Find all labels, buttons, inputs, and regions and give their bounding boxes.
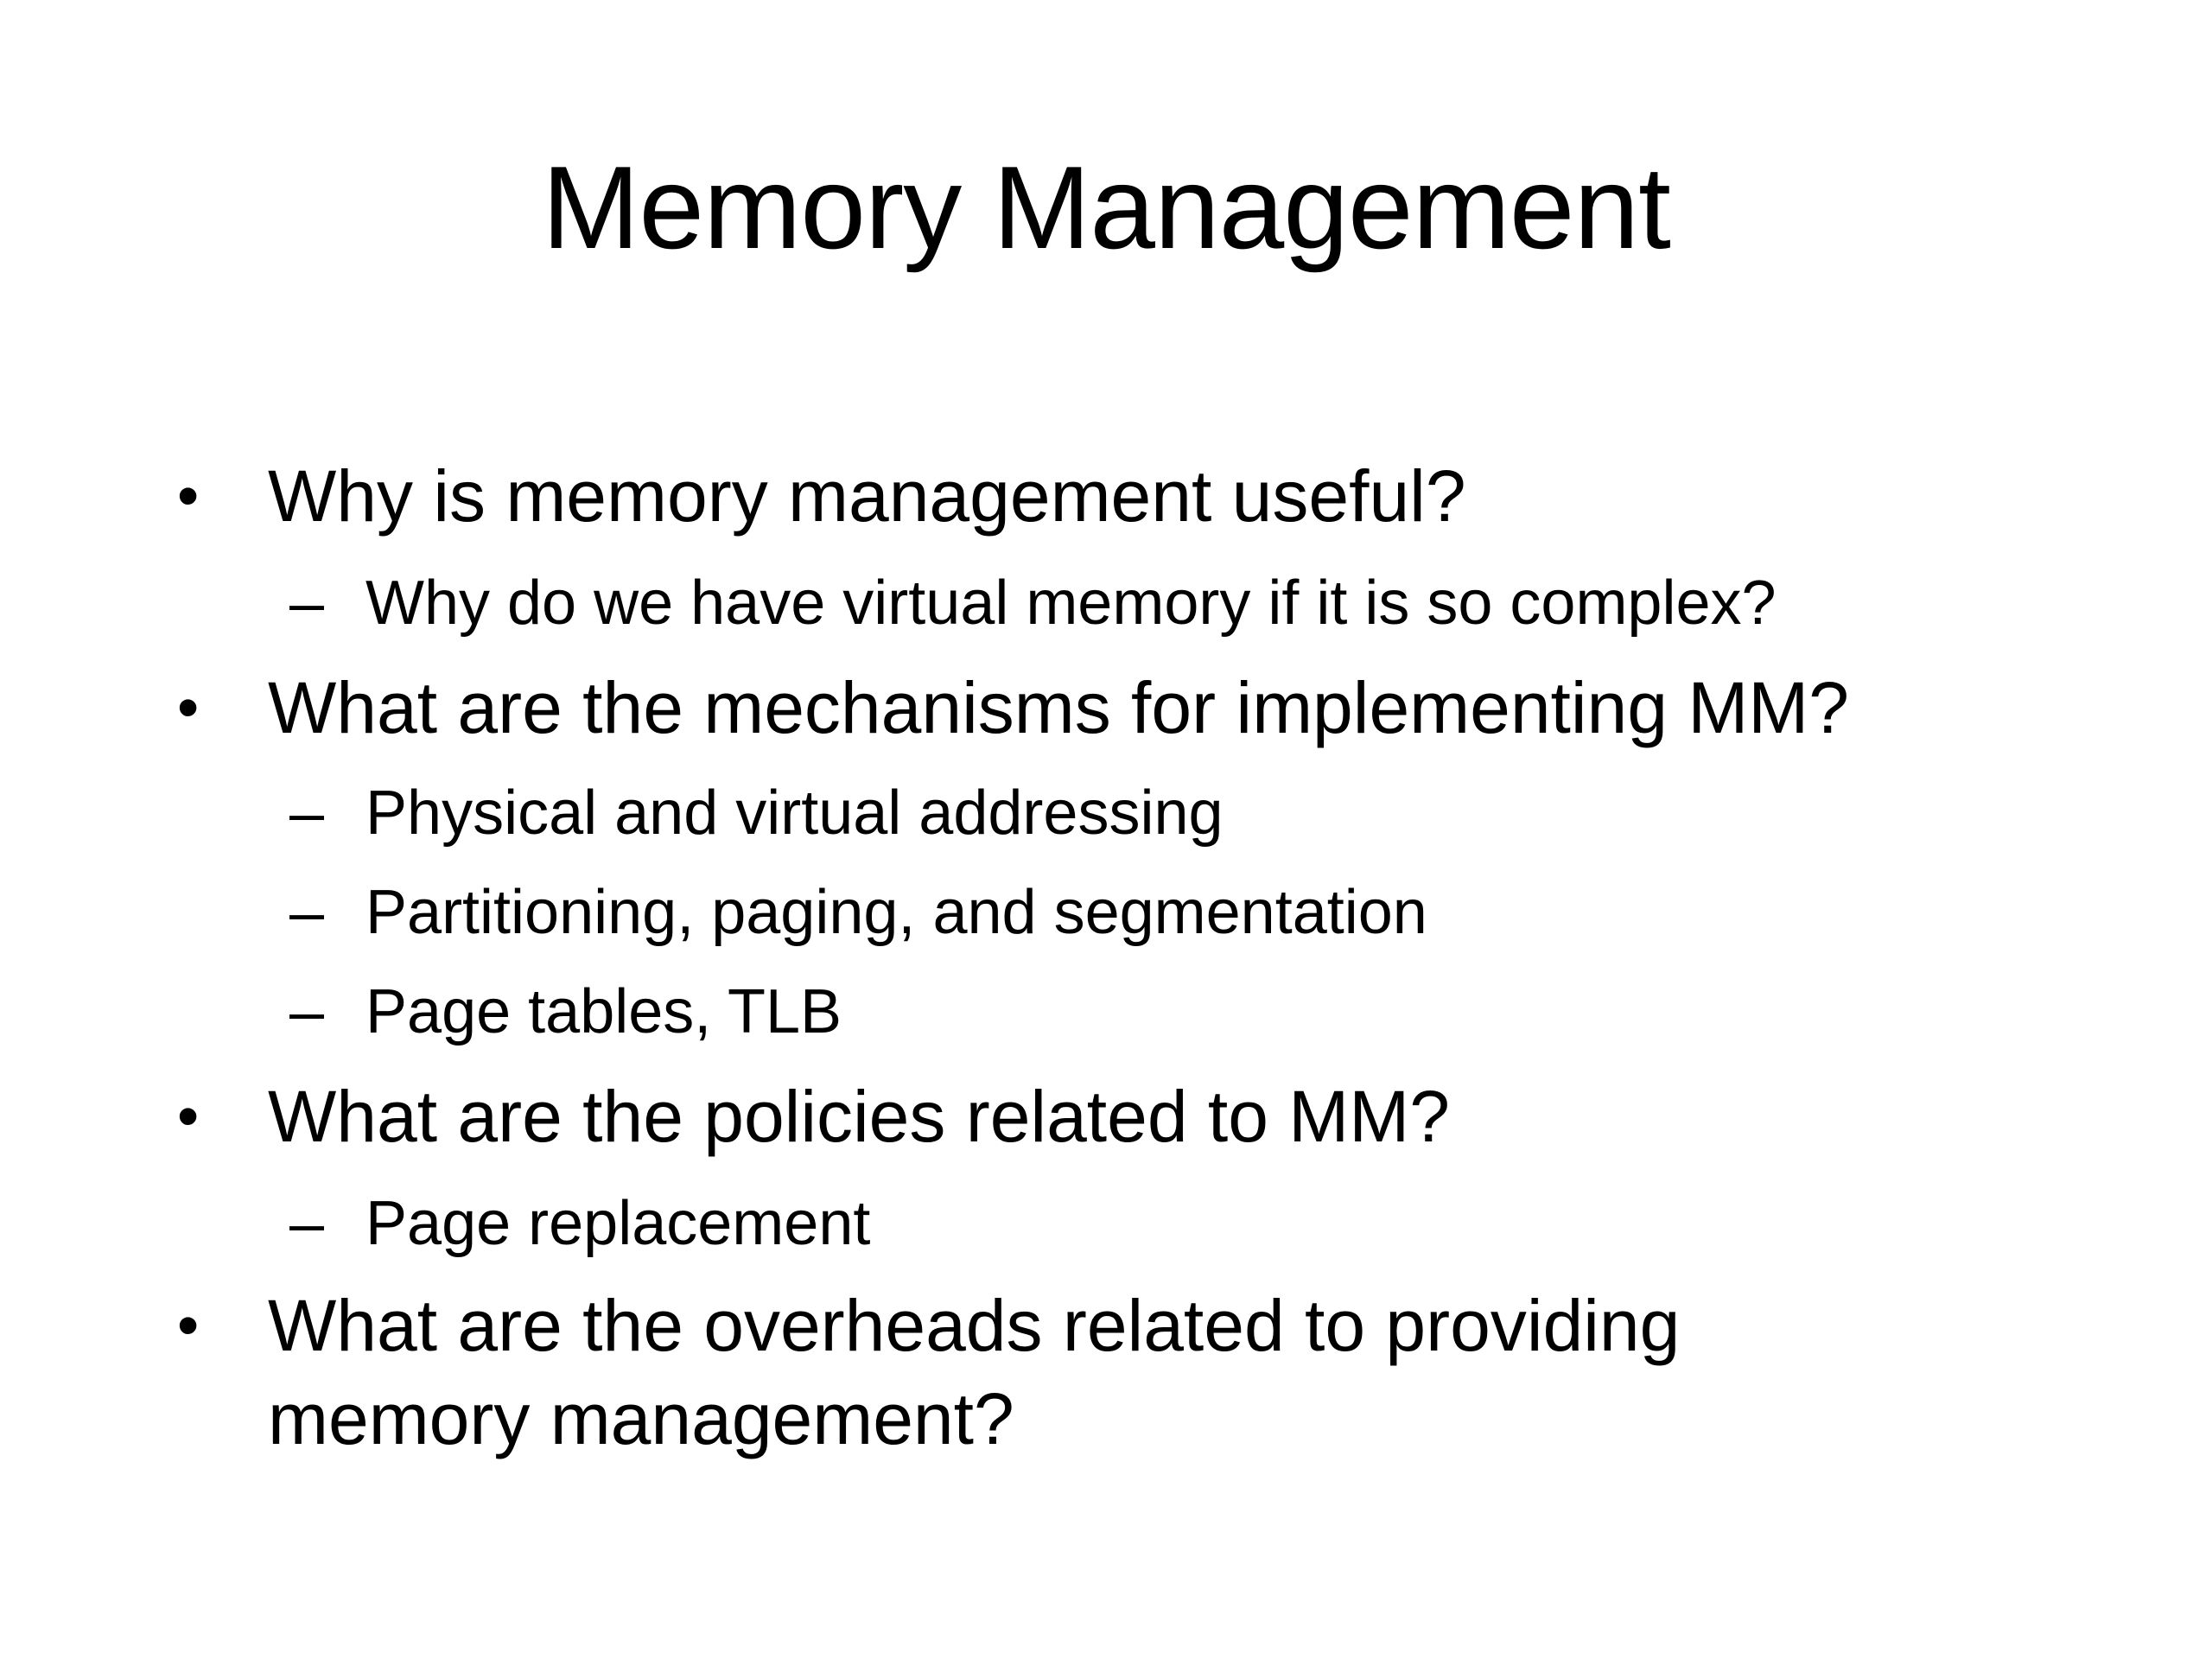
slide-title: Memory Management <box>542 142 1670 273</box>
bullet-marker: • <box>177 1291 200 1360</box>
sub-bullet-text: Page replacement <box>365 1189 871 1258</box>
sub-bullet-marker: – <box>289 779 325 848</box>
bullet-marker: • <box>177 461 200 531</box>
bullet-marker: • <box>177 1082 200 1151</box>
bullet-text: What are the policies related to MM? <box>268 1076 1450 1157</box>
sub-bullet-marker: – <box>289 1189 325 1258</box>
bullet-text: Why is memory management useful? <box>268 455 1466 537</box>
bullet-text: What are the overheads related to providing memory management? <box>268 1285 1681 1459</box>
bullet-text: What are the mechanisms for implementing MM? <box>268 667 1849 748</box>
sub-bullet-marker: – <box>289 977 325 1046</box>
sub-bullet-text: Partitioning, paging, and segmentation <box>365 878 1427 947</box>
sub-bullet-marker: – <box>289 569 325 638</box>
sub-bullet-text: Why do we have virtual memory if it is so complex? <box>365 569 1777 638</box>
sub-bullet-marker: – <box>289 878 325 947</box>
sub-bullet-text: Page tables, TLB <box>365 977 842 1046</box>
bullet-marker: • <box>177 673 200 742</box>
sub-bullet-text: Physical and virtual addressing <box>365 779 1224 848</box>
